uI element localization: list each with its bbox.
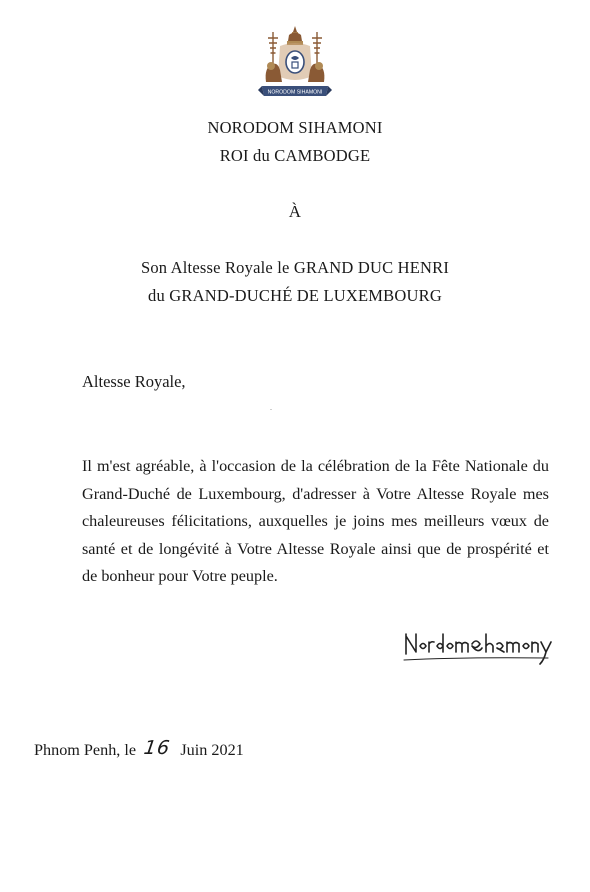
place-prefix: Phnom Penh, le — [34, 741, 137, 759]
salutation: Altesse Royale, — [82, 372, 186, 391]
addressee-line-2: du GRAND-DUCHÉ DE LUXEMBOURG — [148, 286, 442, 305]
ribbon-text: NORODOM SIHAMONI — [267, 89, 323, 96]
scan-speck — [270, 409, 272, 410]
closing-date-line — [34, 738, 244, 760]
to-mark: À — [288, 202, 302, 221]
letter-body: Il m'est agréable, à l'occasion de la célébration de la Fête Nationale du Grand-Duché de Luxembourg, d'adresser à Votre Altesse Royale mes chaleureuses félicitations, auxquelles je joins mes meilleurs vœux de santé et de longévité à Votre Altesse Royale ainsi que de prospérité et de bonheur pour Votre peuple. — [82, 457, 549, 585]
handwritten-day: 16 — [142, 737, 172, 759]
addressee-line-1: Son Altesse Royale le GRAND DUC HENRI — [140, 258, 450, 277]
royal-coat-of-arms-icon — [256, 24, 334, 100]
handwritten-signature-icon — [400, 624, 558, 670]
month-year: Juin 2021 — [180, 741, 244, 759]
sender-name: NORODOM SIHAMONI — [207, 118, 383, 137]
sender-title: ROI du CAMBODGE — [219, 146, 371, 165]
